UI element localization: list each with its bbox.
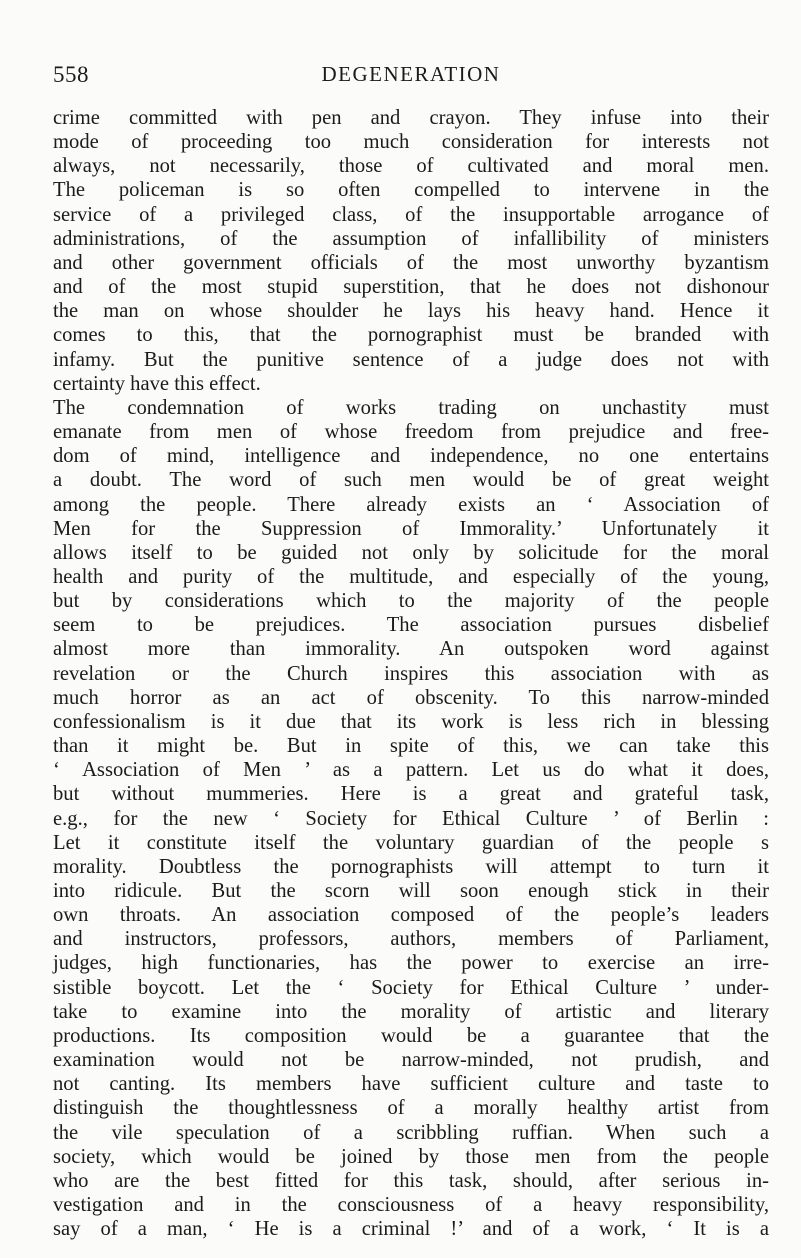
page-header	[53, 62, 769, 92]
text-line: not canting. Its members have sufficient culture and taste to	[53, 1073, 769, 1096]
text-line: and instructors, professors, authors, members of Parliament,	[53, 928, 769, 951]
text-line: society, which would be joined by those men from the people	[53, 1145, 769, 1168]
text-line: judges, high functionaries, has the power to exercise an irre-	[53, 952, 769, 975]
text-line: crime committed with pen and crayon. They infuse into their	[53, 107, 769, 129]
text-line: always, not necessarily, those of cultivated and moral men.	[53, 155, 769, 178]
text-line: seem to be prejudices. The association pursues disbelief	[53, 614, 769, 637]
text-line: among the people. There already exists an ‘ Association of	[53, 493, 769, 516]
text-line: dom of mind, intelligence and independence, no one entertains	[53, 445, 769, 468]
text-line: service of a privileged class, of the insupportable arrogance of	[53, 203, 769, 226]
text-line: and of the most stupid superstition, that he does not dishonour	[53, 276, 769, 299]
text-line: emanate from men of whose freedom from prejudice and free-	[53, 421, 769, 444]
text-line: the man on whose shoulder he lays his heavy hand. Hence it	[53, 300, 769, 323]
text-line: and other government officials of the most unworthy byzantism	[53, 251, 769, 274]
text-line: comes to this, that the pornographist must be branded with	[53, 324, 769, 347]
text-line: much horror as an act of obscenity. To this narrow-minded	[53, 686, 769, 709]
text-line: Let it constitute itself the voluntary guardian of the people s	[53, 831, 769, 854]
text-line: certainty have this effect.	[53, 372, 261, 395]
text-line: say of a man, ‘ He is a criminal !’ and of a work, ‘ It is a	[53, 1218, 769, 1241]
text-line: a doubt. The word of such men would be of great weight	[53, 469, 769, 492]
text-line: the vile speculation of a scribbling ruffian. When such a	[53, 1121, 769, 1144]
text-line: health and purity of the multitude, and especially of the young,	[53, 565, 769, 588]
text-line: allows itself to be guided not only by solicitude for the moral	[53, 541, 769, 564]
text-line: morality. Doubtless the pornographists will attempt to turn it	[53, 855, 769, 878]
text-line: vestigation and in the consciousness of a heavy responsibility,	[53, 1194, 769, 1217]
body-text	[53, 106, 769, 1241]
text-line: confessionalism is it due that its work is less rich in blessing	[53, 710, 769, 733]
page-number: 558	[53, 62, 89, 87]
text-line: The policeman is so often compelled to intervene in the	[53, 179, 769, 202]
text-line: administrations, of the assumption of infallibility of ministers	[53, 227, 769, 250]
text-line: Men for the Suppression of Immorality.’ Unfortunately it	[53, 517, 769, 540]
text-line: who are the best fitted for this task, should, after serious in-	[53, 1169, 769, 1192]
text-line: mode of proceeding too much consideration for interests not	[53, 131, 769, 154]
running-head: DEGENERATION	[321, 62, 501, 86]
text-line: own throats. An association composed of the people’s leaders	[53, 904, 769, 927]
text-line: sistible boycott. Let the ‘ Society for Ethical Culture ’ under-	[53, 976, 769, 999]
text-line: e.g., for the new ‘ Society for Ethical Culture ’ of Berlin :	[53, 807, 769, 830]
text-line: into ridicule. But the scorn will soon enough stick in their	[53, 880, 769, 902]
text-line: productions. Its composition would be a guarantee that the	[53, 1024, 769, 1047]
text-line: take to examine into the morality of artistic and literary	[53, 1000, 769, 1023]
text-line: infamy. But the punitive sentence of a judge does not with	[53, 348, 769, 371]
text-line: revelation or the Church inspires this association with as	[53, 662, 769, 685]
text-line: but by considerations which to the majority of the people	[53, 590, 769, 613]
text-line: than it might be. But in spite of this, we can take this	[53, 735, 769, 758]
book-page	[53, 62, 769, 1241]
text-line: examination would not be narrow-minded, not prudish, and	[53, 1049, 769, 1072]
text-line: almost more than immorality. An outspoken word against	[53, 638, 769, 661]
text-line: but without mummeries. Here is a great and grateful task,	[53, 783, 769, 806]
text-line: ‘ Association of Men ’ as a pattern. Let us do what it does,	[53, 759, 769, 782]
text-line: The condemnation of works trading on unchastity must	[53, 396, 769, 419]
text-line: distinguish the thoughtlessness of a morally healthy artist from	[53, 1097, 769, 1120]
